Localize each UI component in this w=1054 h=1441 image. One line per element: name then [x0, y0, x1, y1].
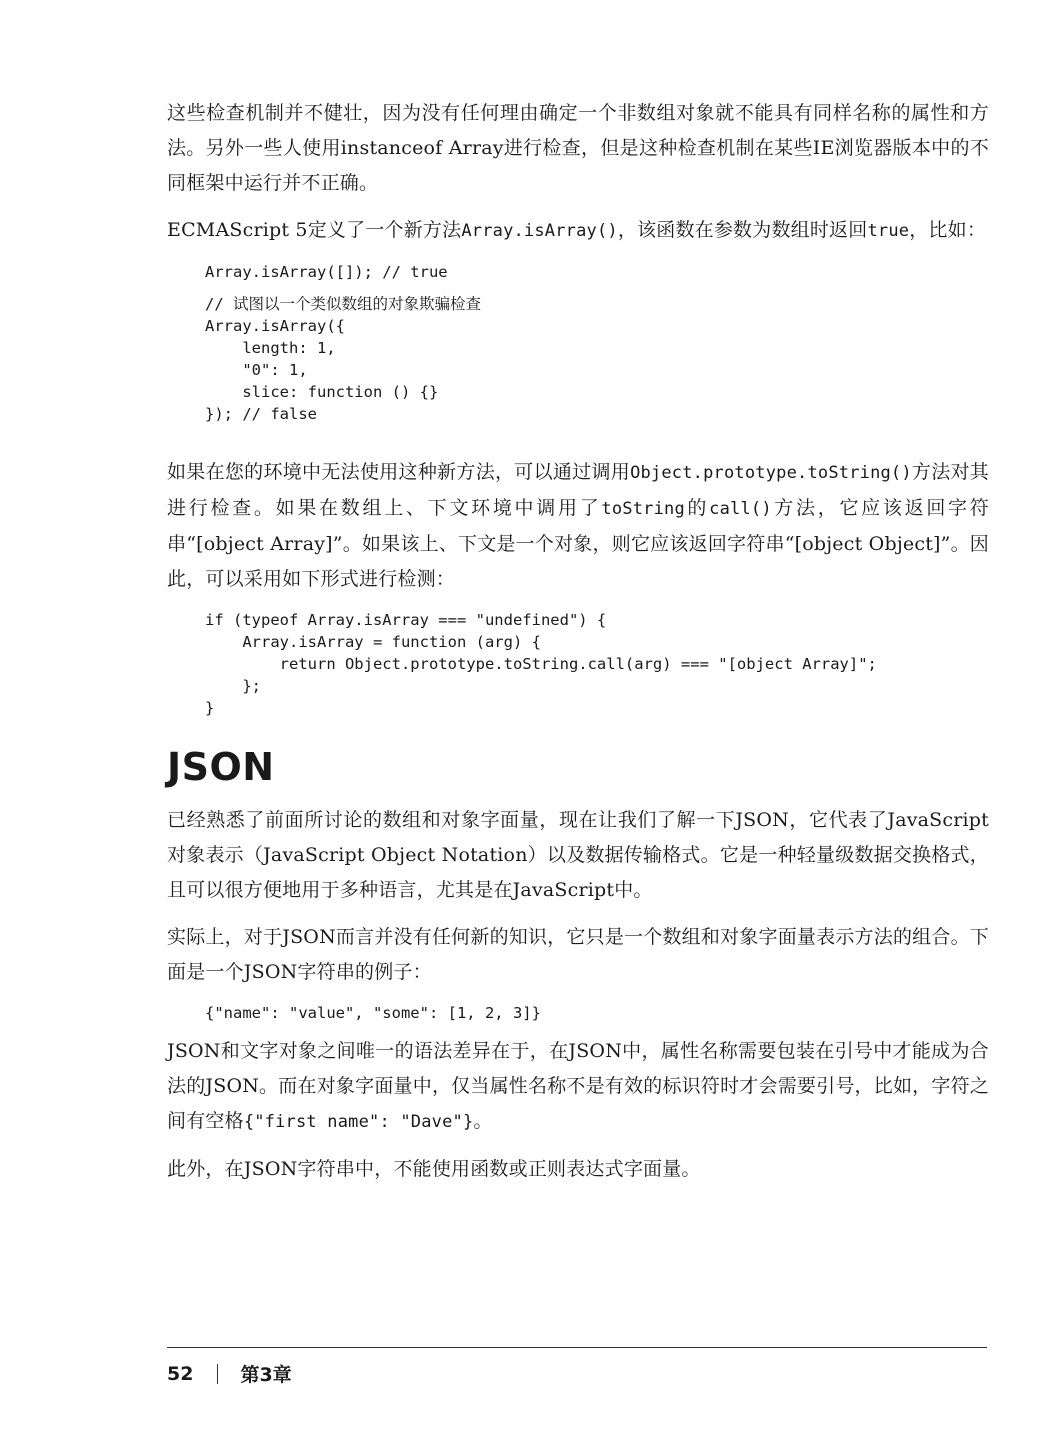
text-fragment: 方法对其进行检查。如果在数组上、下文环境中调用了 [167, 461, 989, 519]
paragraph-json-intro [167, 803, 989, 908]
inline-code-isarray: Array.isArray() [461, 221, 618, 241]
inline-code-true: true [867, 221, 910, 241]
code-snippet-fake-array: // 试图以一个类似数组的对象欺骗检查 Array.isArray({ length: 1, "0": 1, slice: function () {} }); // false [205, 295, 481, 423]
inline-code-call: call() [709, 499, 772, 519]
paragraph-json-restrictions [167, 1152, 989, 1187]
page-number: 52 [167, 1362, 194, 1385]
paragraph-tostring [167, 455, 989, 597]
text-fragment: 方法，它应该返回字符串“[object Array]”。如果该上、下文是一个对象，则它应该返回字符串“[object Object]”。因此，可以采用如下形式进行检测： [167, 497, 989, 590]
text-fragment: JSON和文字对象之间唯一的语法差异在于，在JSON中，属性名称需要包装在引号中才能成为合法的JSON。而在对象字面量中，仅当属性名称不是有效的标识符时才会需要引号，比如，字符之间有空格 [167, 1040, 989, 1132]
text-fragment: ，比如： [909, 219, 987, 241]
paragraph-json-intro-text: 已经熟悉了前面所讨论的数组和对象字面量，现在让我们了解一下JSON，它代表了JavaScript对象表示（JavaScript Object Notation）以及数据传输格式。它是一种轻量级数据交换格式，且可以很方便地用于多种语言，尤其是在JavaScript中。 [167, 809, 989, 901]
text-fragment: 的 [684, 497, 710, 519]
page-body [167, 96, 989, 1199]
text-fragment: ，该函数在参数为数组时返回 [617, 219, 868, 241]
page-footer [167, 1360, 292, 1387]
paragraph-json-combination-text: 实际上，对于JSON而言并没有任何新的知识，它只是一个数组和对象字面量表示方法的组合。下面是一个JSON字符串的例子： [167, 926, 989, 983]
text-fragment: 如果在您的环境中无法使用这种新方法，可以通过调用 [167, 461, 631, 483]
inline-code-tostring: toString [601, 499, 685, 519]
code-snippet-json: {"name": "value", "some": [1, 2, 3]} [205, 1004, 541, 1022]
paragraph-json-syntax-difference [167, 1034, 989, 1140]
chapter-label: 第3章 [240, 1364, 292, 1386]
paragraph-json-restrictions-text: 此外，在JSON字符串中，不能使用函数或正则表达式字面量。 [167, 1158, 701, 1180]
code-line-true: Array.isArray([]); // true [205, 263, 448, 281]
section-heading-json: JSON [167, 745, 275, 789]
text-fragment: ECMAScript 5定义了一个新方法 [167, 219, 462, 241]
footer-separator [217, 1364, 218, 1384]
code-block-json-example [167, 1002, 989, 1024]
text-fragment: 。 [473, 1110, 493, 1132]
code-block-polyfill [167, 609, 989, 719]
paragraph-ecmascript5 [167, 213, 989, 249]
code-block-isarray-example [167, 261, 989, 425]
paragraph-json-combination [167, 920, 989, 990]
paragraph-intro-text: 这些检查机制并不健壮，因为没有任何理由确定一个非数组对象就不能具有同样名称的属性和方法。另外一些人使用instanceof Array进行检查，但是这种检查机制在某些IE浏览器版本中的不同框架中运行并不正确。 [167, 102, 989, 194]
inline-code-object-tostring: Object.prototype.toString() [630, 463, 912, 483]
code-snippet-polyfill: if (typeof Array.isArray === "undefined") { Array.isArray = function (arg) { return Object.prototype.toString.call(arg) === "[object Array]"; }; } [205, 611, 877, 717]
paragraph-intro [167, 96, 989, 201]
footer-divider [167, 1347, 987, 1348]
inline-code-first-name: {"first name": "Dave"} [243, 1112, 474, 1132]
